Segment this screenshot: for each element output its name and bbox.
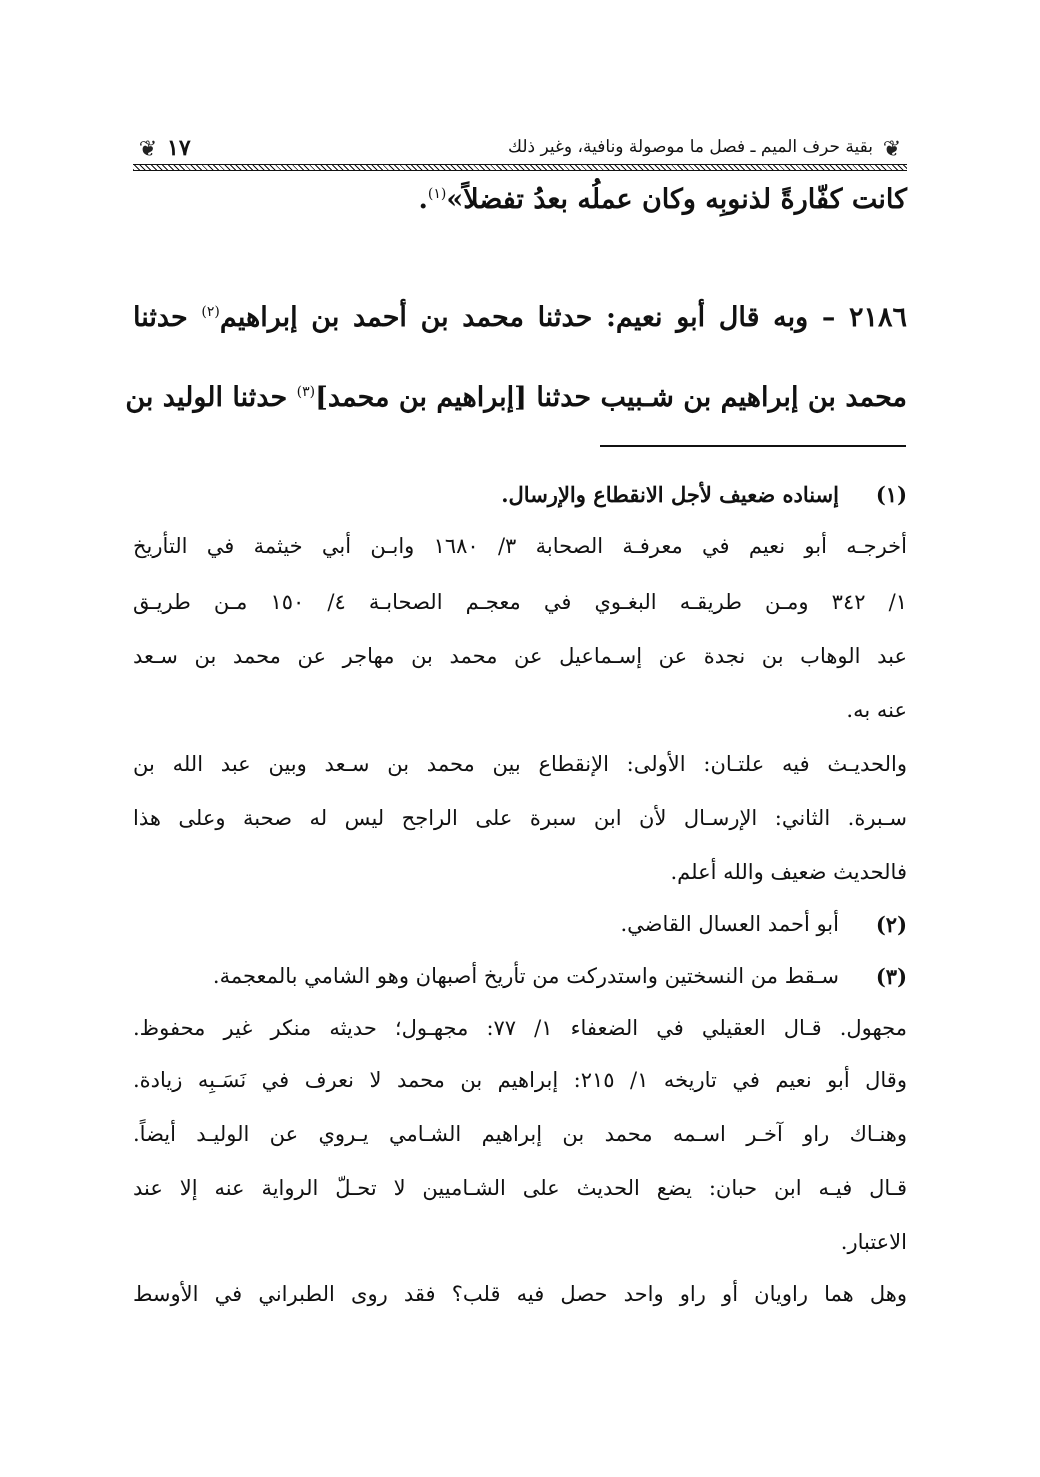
- footnote-line: والحديـث فيه علتـان: الأولى: الإنقطاع بين محمد بن سـعد وبين عبد الله بن: [133, 752, 907, 776]
- footnote-text: سـقط من النسختين واستدركت من تأريخ أصبهان وهو الشامي بالمعجمة.: [212, 964, 839, 988]
- footnote-line: الاعتبار.: [840, 1230, 907, 1254]
- footnote-line: وقال أبو نعيم في تاريخه ١/ ٢١٥: إبراهيم بن محمد لا نعرف في نَسَـبِه زيادة.: [133, 1068, 907, 1092]
- footnote-line: وهنـاك راو آخـر اسـمه محمد بن إبراهيم الشـامي يـروي عن الوليـد أيضاً.: [133, 1122, 907, 1146]
- footnote-number: (٣): [875, 964, 907, 989]
- page-header: [133, 135, 907, 167]
- main-line: محمد بن إبراهيم بن شـبيب حدثنا [إبراهيم بن محمد]$^{(٣)}$ حدثنا الوليد بن: [125, 382, 907, 413]
- footnote-text: إسناده ضعيف لأجل الانقطاع والإرسال.: [501, 482, 839, 507]
- footnote-number: (٢): [875, 912, 907, 937]
- footnote-ref[interactable]: (٣): [296, 384, 316, 400]
- footnote-line: ١/ ٣٤٢ ومـن طريقـه البغـوي في معجـم الصحابـة ٤/ ١٥٠ مـن طريـق: [133, 590, 907, 614]
- footnote-line: مجهول. قـال العقيلي في الضعفاء ١/ ٧٧: مجهـول؛ حديثه منكر غير محفوظ.: [133, 1016, 907, 1040]
- footnote-line: فالحديث ضعيف والله أعلم.: [670, 860, 907, 884]
- header-rule: [133, 164, 907, 171]
- footnote-number: (١): [875, 482, 907, 507]
- footnote-line: وهل هما راويان أو راو واحد حصل فيه قلب؟ فقد روى الطبراني في الأوسط: [133, 1282, 907, 1306]
- footnote-ref[interactable]: (٢): [201, 304, 220, 320]
- footnote-ref[interactable]: (١): [427, 186, 447, 202]
- footnote-text: أبو أحمد العسال القاضي.: [620, 912, 839, 936]
- floral-ornament-icon: ❦: [138, 137, 158, 162]
- footnote-line: قـال فيـه ابن حبان: يضع الحديث على الشـاميين لا تحـلّ الرواية عنه إلا عند: [133, 1176, 907, 1200]
- footnote-line: عبد الوهاب بن نجدة عن إسـماعيل عن محمد بن مهاجر عن محمد بن سـعد: [133, 644, 907, 668]
- footnote-line: سـبرة. الثاني: الإرسـال لأن ابن سبرة على الراجح ليس له صحبة وعلى هذا: [133, 806, 907, 830]
- footnote-line: عنه به.: [846, 698, 907, 722]
- footnote-line: أخرجـه أبو نعيم في معرفـة الصحابة ٣/ ١٦٨٠ وابـن أبي خيثمة في التأريخ: [133, 534, 907, 558]
- main-line: ٢١٨٦ – وبه قال أبو نعيم: حدثنا محمد بن أحمد بن إبراهيم$^{(٢)}$ حدثنا: [133, 302, 907, 333]
- footnote-separator: [600, 445, 906, 447]
- main-line: كانت كفّارةً لذنوبِه وكان عملُه بعدُ تفضلاً»$^{(١)}$.: [418, 184, 907, 215]
- running-title: بقية حرف الميم ـ فصل ما موصولة ونافية، وغير ذلك: [508, 137, 873, 157]
- floral-ornament-icon: ❦: [882, 137, 902, 162]
- page-number: ١٧: [167, 135, 191, 161]
